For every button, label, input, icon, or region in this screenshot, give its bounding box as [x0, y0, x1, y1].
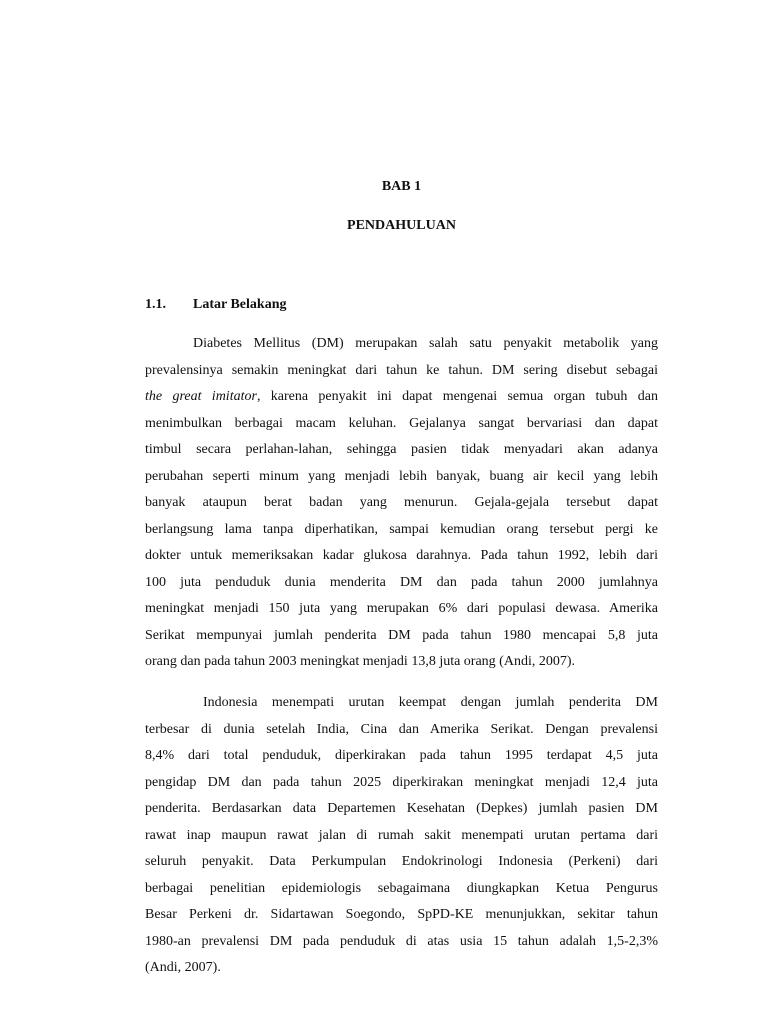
paragraph-line: dokter untuk memeriksakan kadar glukosa darahnya. Pada tahun 1992, lebih dari: [145, 548, 658, 563]
paragraph-line: 1980-an prevalensi DM pada penduduk di atas usia 15 tahun adalah 1,5-2,3%: [145, 933, 658, 949]
paragraph-line: seluruh penyakit. Data Perkumpulan Endokrinologi Indonesia (Perkeni) dari: [145, 854, 658, 869]
paragraph-line-text: , karena penyakit ini dapat mengenai semua organ tubuh dan: [256, 389, 658, 404]
paragraph-line: perubahan seperti minum yang menjadi lebih banyak, buang air kecil yang lebih: [145, 468, 658, 484]
paragraph-line: pengidap DM dan pada tahun 2025 diperkirakan meningkat menjadi 12,4 juta: [145, 774, 658, 790]
paragraph-line: [145, 384, 658, 411]
paragraph-line: menimbulkan berbagai macam keluhan. Gejalanya sangat bervariasi dan dapat: [145, 415, 658, 431]
paragraph-line: banyak ataupun berat badan yang menurun. Gejala-gejala tersebut dapat: [145, 495, 658, 510]
paragraph-line: Besar Perkeni dr. Sidartawan Soegondo, SpPD-KE menunjukkan, sekitar tahun: [145, 907, 658, 922]
chapter-title: PENDAHULUAN: [347, 218, 456, 233]
paragraph-line: berbagai penelitian epidemiologis sebagaimana diungkapkan Ketua Pengurus: [145, 880, 658, 896]
chapter-number: BAB 1: [381, 179, 422, 194]
paragraph-1: [145, 331, 658, 676]
paragraph-line: timbul secara perlahan-lahan, sehingga pasien tidak menyadari akan adanya: [145, 442, 658, 457]
paragraph-line: penderita. Berdasarkan data Departemen Kesehatan (Depkes) jumlah pasien DM: [145, 801, 658, 816]
paragraph-line: berlangsung lama tanpa diperhatikan, sampai kemudian orang tersebut pergi ke: [145, 521, 658, 537]
paragraph-2: [145, 690, 658, 982]
paragraph-line: 100 juta penduduk dunia menderita DM dan pada tahun 2000 jumlahnya: [145, 574, 658, 590]
section-heading: [145, 297, 286, 313]
paragraph-line: Indonesia menempati urutan keempat dengan jumlah penderita DM: [203, 695, 658, 710]
italic-term: the great imitator: [145, 389, 257, 404]
section-title: Latar Belakang: [193, 297, 287, 312]
paragraph-line: orang dan pada tahun 2003 meningkat menjadi 13,8 juta orang (Andi, 2007).: [145, 654, 576, 669]
paragraph-line: meningkat menjadi 150 juta yang merupakan 6% dari populasi dewasa. Amerika: [145, 601, 658, 616]
paragraph-line: prevalensinya semakin meningkat dari tahun ke tahun. DM sering disebut sebagai: [145, 362, 658, 378]
paragraph-line: 8,4% dari total penduduk, diperkirakan pada tahun 1995 terdapat 4,5 juta: [145, 748, 658, 763]
section-number: 1.1.: [145, 297, 166, 312]
paragraph-line: terbesar di dunia setelah India, Cina dan Amerika Serikat. Dengan prevalensi: [145, 721, 658, 737]
paragraph-line: Serikat mempunyai jumlah penderita DM pada tahun 1980 mencapai 5,8 juta: [145, 627, 658, 643]
paragraph-line: rawat inap maupun rawat jalan di rumah sakit menempati urutan pertama dari: [145, 827, 658, 843]
paragraph-line: Diabetes Mellitus (DM) merupakan salah satu penyakit metabolik yang: [193, 336, 658, 351]
paragraph-line: (Andi, 2007).: [145, 960, 221, 975]
